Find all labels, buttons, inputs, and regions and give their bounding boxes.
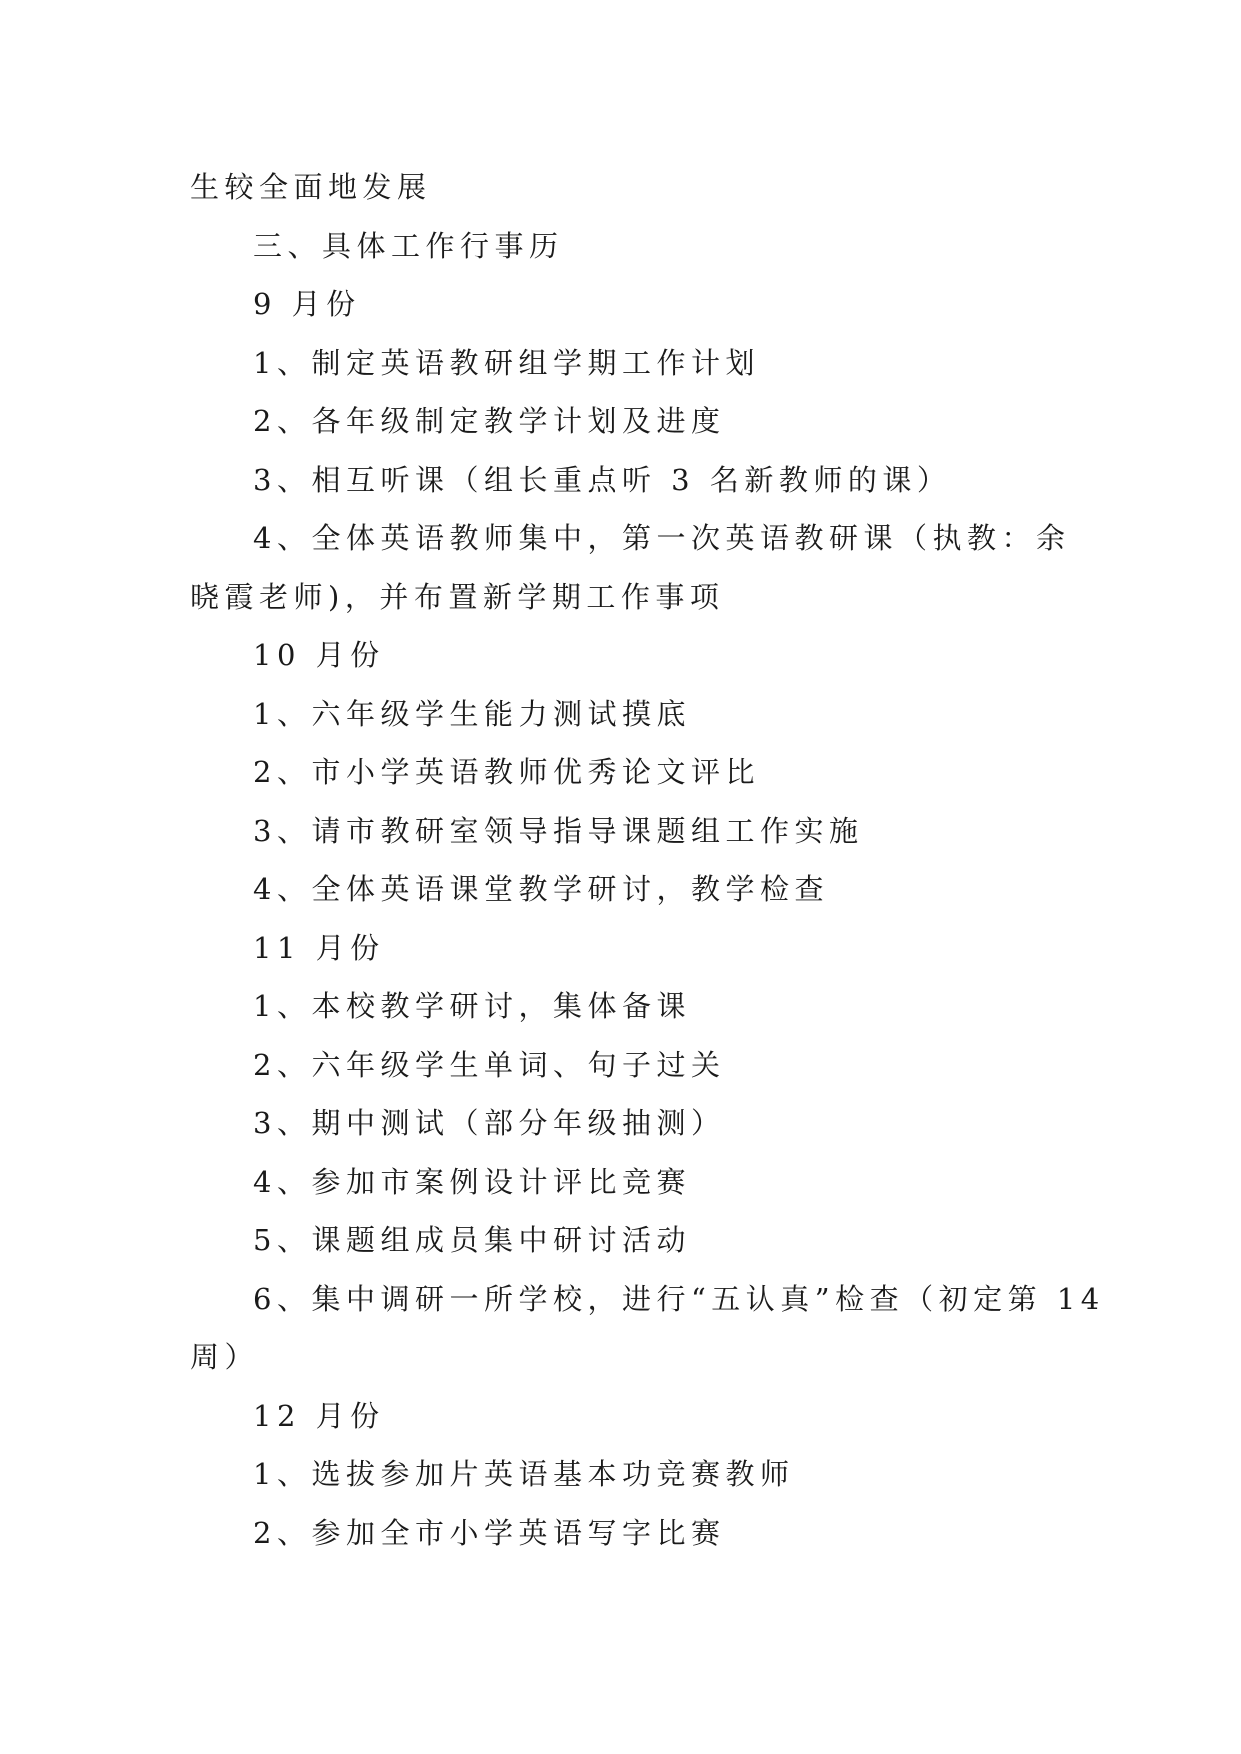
list-item: 3、请市教研室领导指导课题组工作实施 bbox=[253, 813, 864, 848]
list-item: 1、制定英语教研组学期工作计划 bbox=[253, 345, 760, 380]
list-item: 2、参加全市小学英语写字比赛 bbox=[253, 1515, 726, 1550]
list-item: 1、选拔参加片英语基本功竞赛教师 bbox=[253, 1457, 795, 1491]
list-item: 5、课题组成员集中研讨活动 bbox=[253, 1223, 691, 1257]
list-item: 1、本校教学研讨，集体备课 bbox=[253, 989, 691, 1023]
list-item: 1、六年级学生能力测试摸底 bbox=[253, 696, 691, 731]
list-item: 2、各年级制定教学计划及进度 bbox=[253, 404, 726, 438]
list-item: 6、集中调研一所学校，进行“五认真”检查（初定第 14 bbox=[253, 1281, 1105, 1316]
paragraph-continuation: 生较全面地发展 bbox=[190, 170, 432, 204]
month-heading-november: 11 月份 bbox=[253, 930, 385, 965]
list-item: 4、参加市案例设计评比竞赛 bbox=[253, 1164, 691, 1199]
list-item-continuation: 周） bbox=[190, 1340, 260, 1374]
month-heading-october: 10 月份 bbox=[253, 638, 385, 672]
month-heading-december: 12 月份 bbox=[253, 1398, 385, 1433]
section-heading: 三、具体工作行事历 bbox=[253, 228, 564, 263]
list-item: 3、相互听课（组长重点听 3 名新教师的课） bbox=[253, 462, 952, 497]
document-page bbox=[190, 158, 1105, 1562]
list-item: 4、全体英语课堂教学研讨，教学检查 bbox=[253, 872, 829, 906]
list-item: 3、期中测试（部分年级抽测） bbox=[253, 1106, 726, 1140]
list-item-continuation: 晓霞老师)，并布置新学期工作事项 bbox=[190, 579, 725, 614]
list-item: 2、市小学英语教师优秀论文评比 bbox=[253, 755, 760, 789]
list-item: 2、六年级学生单词、句子过关 bbox=[253, 1047, 726, 1082]
list-item: 4、全体英语教师集中，第一次英语教研课（执教：余 bbox=[253, 521, 1071, 555]
month-heading-september: 9 月份 bbox=[253, 287, 361, 321]
